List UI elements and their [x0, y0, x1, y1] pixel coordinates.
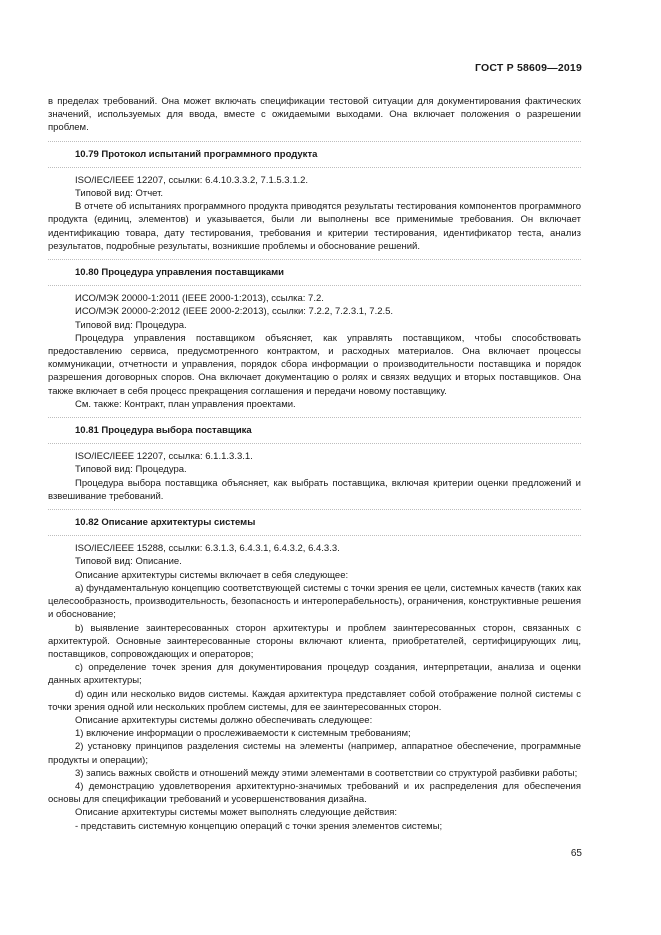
- type-line: Типовой вид: Описание.: [75, 556, 182, 568]
- list-item: - представить системную концепцию операций с точки зрения элементов системы;: [75, 820, 443, 832]
- list-lead: Описание архитектуры системы может выполнять следующие действия:: [75, 807, 398, 819]
- section-divider: [48, 285, 581, 286]
- see-also-line: См. также: Контракт, план управления проектами.: [75, 398, 296, 410]
- section-divider: [48, 167, 581, 168]
- list-lead: Описание архитектуры системы включает в себя следующее:: [75, 569, 349, 581]
- type-line: Типовой вид: Отчет.: [75, 188, 164, 200]
- page-body: [48, 95, 581, 833]
- list-item: 4) демонстрацию удовлетворения архитектурно-значимых требований и их распределения для обеспечения основы для спецификации требований и усовершенствования дизайна.: [48, 780, 581, 806]
- reference-line: ИСО/МЭК 20000-1:2011 (IEEE 2000-1:2013), ссылка: 7.2.: [75, 293, 324, 305]
- standard-designation: ГОСТ Р 58609—2019: [474, 62, 582, 74]
- list-item: 1) включение информации о прослеживаемости к системным требованиям;: [75, 728, 411, 740]
- type-line: Типовой вид: Процедура.: [75, 464, 187, 476]
- reference-line: ИСО/МЭК 20000-2:2012 (IEEE 2000-2:2013), ссылки: 7.2.2, 7.2.3.1, 7.2.5.: [75, 306, 394, 318]
- section-divider: [48, 535, 581, 536]
- reference-line: ISO/IEC/IEEE 12207, ссылка: 6.1.1.3.3.1.: [75, 451, 253, 463]
- section-divider: [48, 141, 581, 142]
- list-item: b) выявление заинтересованных сторон архитектуры и проблем заинтересованных сторон, связанных с архитектурой. Основные заинтересованные стороны включают клиента, приобретателей, сертифицирующих лиц, поставщиков, сопровождающих и операторов;: [48, 622, 581, 660]
- section-divider: [48, 443, 581, 444]
- list-item: d) один или несколько видов системы. Каждая архитектура представляет собой отображение полной системы с точки зрения одной или нескольких проблем системы, для ее заинтересованных сторон.: [48, 688, 581, 713]
- section-text: Процедура управления поставщиком объясняет, как управлять поставщиком, чтобы способствовать предоставлению сервиса, предусмотренного контрактом, и расходных материалов. Она включает процессы коммуникации, отчетности и управления, порядок сбора информации о производительности поставщика и порядок разрешения договорных споров. Она включает документацию о ролях и связях ведущих и вторых поставщиков. Она также включает в себя процесс прекращения соглашения и передачи новому поставщику.: [48, 332, 581, 397]
- type-line: Типовой вид: Процедура.: [75, 319, 187, 331]
- section-10-80: [48, 266, 581, 411]
- reference-line: ISO/IEC/IEEE 15288, ссылки: 6.3.1.3, 6.4.3.1, 6.4.3.2, 6.4.3.3.: [75, 543, 340, 555]
- list-item: a) фундаментальную концепцию соответствующей системы с точки зрения ее цели, системных качеств (таких как целесообразность, производительность, безопасность и интероперабельность), ограничения, конструктивные решения и обоснование;: [48, 582, 581, 621]
- list-item: c) определение точек зрения для документирования процедур создания, интерпретации, анализа и оценки данных архитектуры;: [48, 662, 581, 687]
- list-lead: Описание архитектуры системы должно обеспечивать следующее:: [75, 714, 373, 726]
- section-10-79: [48, 148, 581, 253]
- section-divider: [48, 509, 581, 510]
- section-divider: [48, 259, 581, 260]
- section-10-82: [48, 516, 581, 833]
- section-divider: [48, 417, 581, 418]
- section-heading: 10.79 Протокол испытаний программного продукта: [75, 148, 318, 160]
- list-item: 2) установку принципов разделения системы на элементы (например, аппаратное обеспечение, программные продукты и операции);: [48, 741, 581, 766]
- section-text: В отчете об испытаниях программного продукта приводятся результаты тестирования компонентов программного продукта (единиц, элементов) и указывается, были ли выполнены все применимые требования. Он включает идентификацию товара, дату тестирования, требования и критерии тестирования, идентификатор теста, анализ результатов, подробные результаты, возникшие проблемы и обоснование решений.: [48, 201, 581, 252]
- intro-paragraph: в пределах требований. Она может включать спецификации тестовой ситуации для документирования фактических значений, используемых для ввода, вместе с ожидаемыми выходами. Она включает положения о разрешении проблем.: [48, 96, 581, 134]
- reference-line: ISO/IEC/IEEE 12207, ссылки: 6.4.10.3.3.2, 7.1.5.3.1.2.: [75, 174, 309, 186]
- section-heading: 10.81 Процедура выбора поставщика: [75, 425, 252, 437]
- section-heading: 10.82 Описание архитектуры системы: [75, 517, 256, 529]
- section-10-81: [48, 424, 581, 503]
- section-text: Процедура выбора поставщика объясняет, как выбрать поставщика, включая критерии оценки предложений и взвешивание требований.: [48, 477, 581, 502]
- page-number: 65: [570, 848, 582, 859]
- section-heading: 10.80 Процедура управления поставщиками: [75, 267, 285, 279]
- list-item: 3) запись важных свойств и отношений между этими элементами в соответствии со структурой разбивки работы;: [75, 767, 578, 779]
